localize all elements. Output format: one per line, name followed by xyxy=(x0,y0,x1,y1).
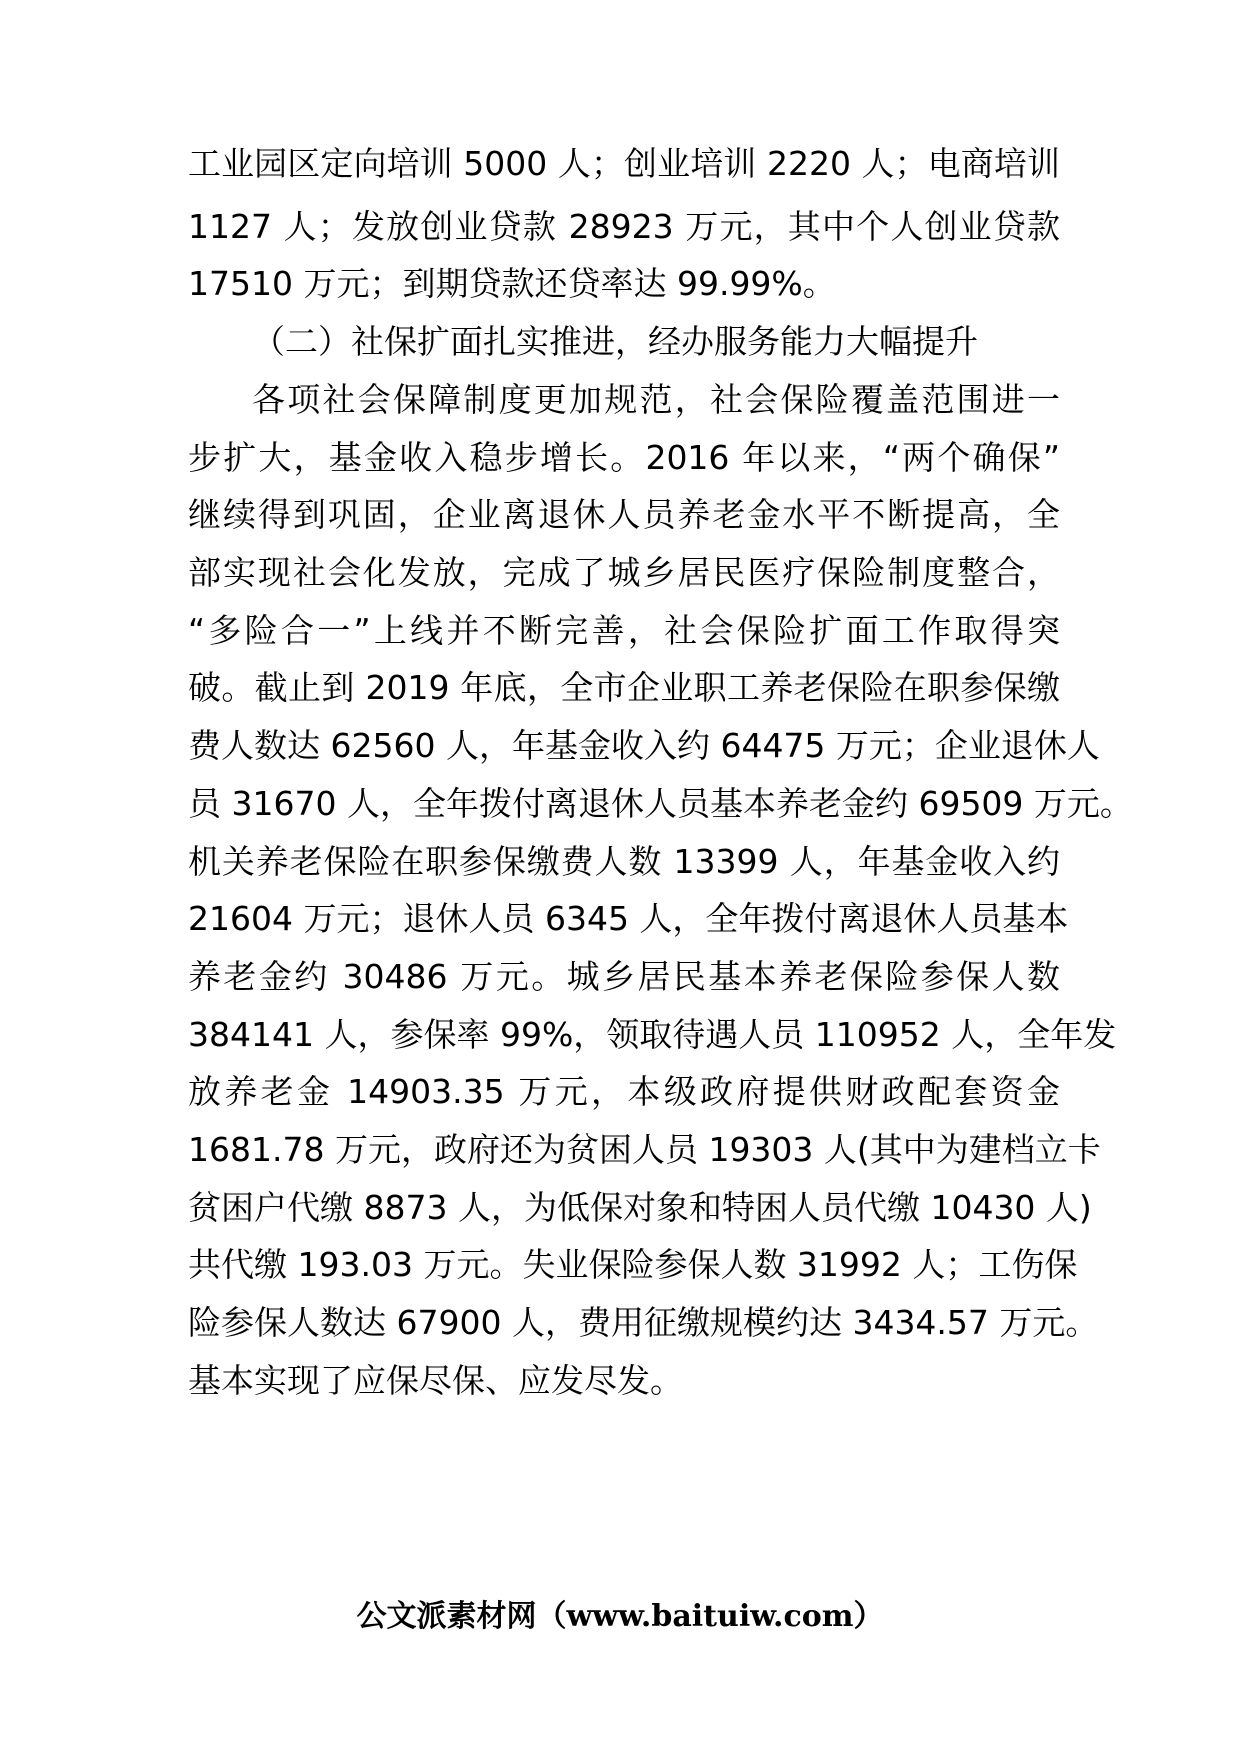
body-text-line: 放养老金 14903.35 万元，本级政府提供财政配套资金 xyxy=(188,1072,1060,1111)
body-text-line: 继续得到巩固，企业离退休人员养老金水平不断提高，全 xyxy=(188,495,1060,534)
body-text-line: 破。截止到 2019 年底，全市企业职工养老保险在职参保缴 xyxy=(188,668,1060,707)
body-text-line: 基本实现了应保尽保、应发尽发。 xyxy=(188,1361,683,1400)
body-text-line: 养老金约 30486 万元。城乡居民基本养老保险参保人数 xyxy=(188,957,1060,996)
body-text-line: 机关养老保险在职参保缴费人数 13399 人，年基金收入约 xyxy=(188,842,1060,881)
body-text-line: 工业园区定向培训 5000 人；创业培训 2220 人；电商培训 xyxy=(188,144,1060,183)
body-text-line: 步扩大，基金收入稳步增长。2016 年以来，“两个确保” xyxy=(188,438,1060,477)
body-text-line: 费人数达 62560 人，年基金收入约 64475 万元；企业退休人 xyxy=(188,726,1100,765)
body-text-line: 部实现社会化发放，完成了城乡居民医疗保险制度整合， xyxy=(188,553,1060,592)
body-text-line: 员 31670 人，全年拨付离退休人员基本养老金约 69509 万元。 xyxy=(188,784,1133,823)
body-text-line: 384141 人，参保率 99%，领取待遇人员 110952 人，全年发 xyxy=(188,1015,1117,1054)
section-heading: （二）社保扩面扎实推进，经办服务能力大幅提升 xyxy=(252,322,978,361)
paragraph-first-line: 各项社会保障制度更加规范，社会保险覆盖范围进一 xyxy=(252,380,1060,419)
body-text-line: 1127 人；发放创业贷款 28923 万元，其中个人创业贷款 xyxy=(188,207,1060,246)
body-text-line: 17510 万元；到期贷款还贷率达 99.99%。 xyxy=(188,264,836,303)
body-text-line: “多险合一”上线并不断完善，社会保险扩面工作取得突 xyxy=(188,611,1060,650)
footer-watermark: 公文派素材网（www.baituiw.com） xyxy=(356,1599,884,1634)
body-text-line: 共代缴 193.03 万元。失业保险参保人数 31992 人；工伤保 xyxy=(188,1245,1078,1284)
body-text-line: 险参保人数达 67900 人，费用征缴规模约达 3434.57 万元。 xyxy=(188,1303,1099,1342)
body-text-line: 21604 万元；退休人员 6345 人，全年拨付离退休人员基本 xyxy=(188,899,1069,938)
body-text-line: 贫困户代缴 8873 人，为低保对象和特困人员代缴 10430 人) xyxy=(188,1188,1092,1227)
body-text-line: 1681.78 万元，政府还为贫困人员 19303 人(其中为建档立卡 xyxy=(188,1130,1101,1169)
